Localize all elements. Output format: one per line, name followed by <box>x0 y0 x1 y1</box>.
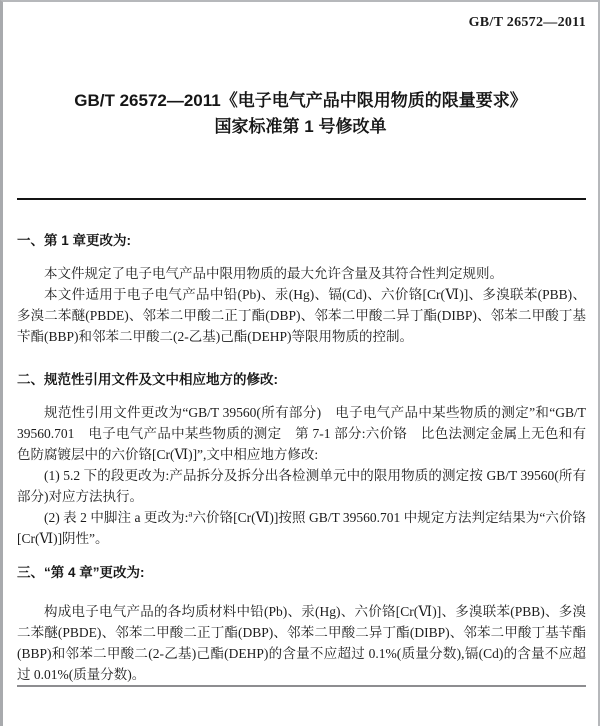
section-3-paragraph-1: 构成电子电气产品的各均质材料中铅(Pb)、汞(Hg)、六价铬[Cr(Ⅵ)]、多溴联苯(PBB)、多溴二苯醚(PBDE)、邻苯二甲酸二正丁酯(DBP)、邻苯二甲酸二异丁酯(DIBP)、邻苯二甲酸丁基苄酯(BBP)和邻苯二甲酸二(2-乙基)己酯(DEHP)的含量不应超过 0.1%(质量分数),镉(Cd)的含量不应超过 0.01%(质量分数)。 <box>17 604 586 682</box>
title-divider-rule <box>17 198 586 200</box>
section-2-intro-paragraph: 规范性引用文件更改为“GB/T 39560(所有部分) 电子电气产品中某些物质的测定”和“GB/T 39560.701 电子电气产品中某些物质的测定 第 7-1 部分:六价铬 比色法测定金属上无色和有色防腐镀层中的六价铬[Cr(Ⅵ)]”,文中相应地方修改: <box>17 405 586 462</box>
document-title <box>3 88 598 140</box>
section-1-paragraph-1: 本文件规定了电子电气产品中限用物质的最大允许含量及其符合性判定规则。 <box>44 266 503 281</box>
section-2-item-2 <box>17 507 586 549</box>
section-1-heading: 一、第 1 章更改为: <box>17 233 132 248</box>
document-body <box>3 230 598 685</box>
header-standard-code: GB/T 26572—2011 <box>468 15 586 30</box>
title-line-1: GB/T 26572—2011《电子电气产品中限用物质的限量要求》 <box>74 91 527 110</box>
title-line-2: 国家标准第 1 号修改单 <box>214 117 387 136</box>
section-2-heading: 二、规范性引用文件及文中相应地方的修改: <box>17 372 278 387</box>
section-3-heading: 三、“第 4 章”更改为: <box>17 565 145 580</box>
section-2-item-1 <box>17 465 586 507</box>
item-1-text: (1) 5.2 下的段更改为:产品拆分及拆分出各检测单元中的限用物质的测定按 GB/T 39560(所有部分)对应方法执行。 <box>17 468 586 504</box>
section-1-paragraph-2: 本文件适用于电子电气产品中铅(Pb)、汞(Hg)、镉(Cd)、六价铬[Cr(Ⅵ)]、多溴联苯(PBB)、多溴二苯醚(PBDE)、邻苯二甲酸二正丁酯(DBP)、邻苯二甲酸二异丁酯(DIBP)、邻苯二甲酸丁基苄酯(BBP)和邻苯二甲酸二(2-乙基)己酯(DEHP)等限用物质的控制。 <box>17 287 586 344</box>
item-2-footnote-marker: a <box>188 508 193 519</box>
footer-divider-rule <box>17 685 586 687</box>
item-2-text: 六价铬[Cr(Ⅵ)]按照 GB/T 39560.701 中规定方法判定结果为“六价铬[Cr(Ⅵ)]阴性”。 <box>17 510 587 546</box>
item-2-prefix: (2) 表 2 中脚注 a 更改为: <box>44 510 189 525</box>
